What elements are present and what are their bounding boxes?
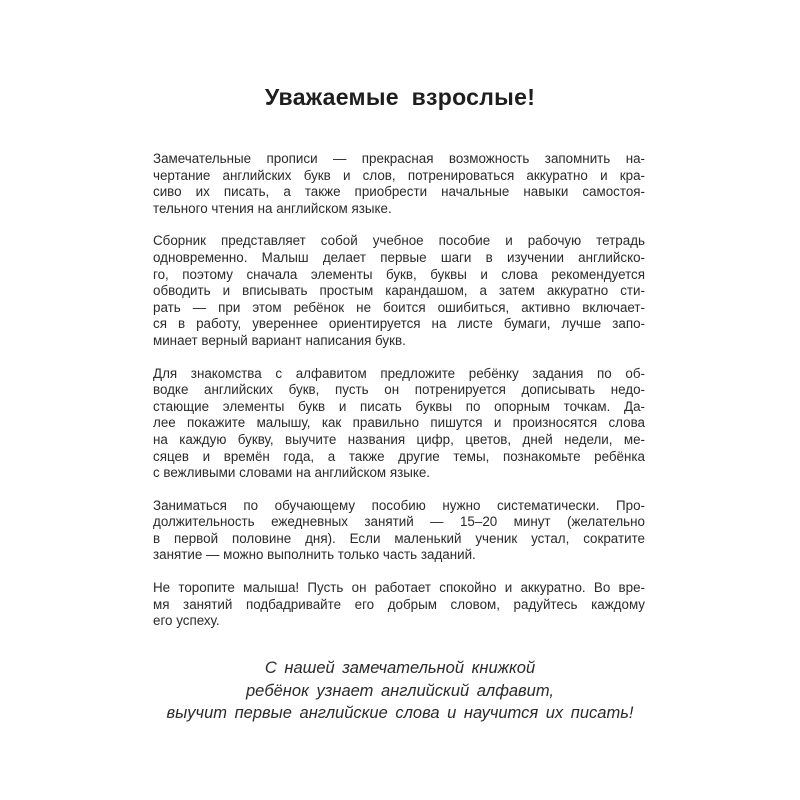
text-line: Замечательные прописи — прекрасная возможность запомнить на- xyxy=(153,151,645,166)
text-line: го, поэтому сначала элементы букв, буквы и слова рекомендуется xyxy=(153,266,645,282)
paragraph-collection xyxy=(153,233,645,349)
paragraph-alphabet xyxy=(153,366,645,482)
text-line: его успеху. xyxy=(153,613,220,629)
closing-line: ребёнок узнает английский алфавит, xyxy=(246,681,554,700)
text-line: минает верный вариант написания букв. xyxy=(153,332,406,348)
text-line: водке английских букв, пусть он потренируется дописывать недо- xyxy=(153,382,645,398)
text-line: на каждую букву, выучите названия цифр, цветов, дней недели, ме- xyxy=(153,431,645,447)
text-line: Сборник представляет собой учебное пособие и рабочую тетрадь xyxy=(153,233,645,249)
text-line: одновременно. Малыш делает первые шаги в изучении английско- xyxy=(153,249,645,265)
text-line: сиво их писать, а также приобрести начальные навыки самостоя- xyxy=(153,184,645,200)
text-line: тельного чтения на английском языке. xyxy=(153,200,392,216)
text-line: ся в работу, увереннее ориентируется на листе бумаги, лучше запо- xyxy=(153,316,645,332)
text-line: занятие — можно выполнить только часть заданий. xyxy=(153,547,476,563)
text-line: Для знакомства с алфавитом предложите ребёнку задания по об- xyxy=(153,365,645,381)
paragraph-encouragement xyxy=(153,580,645,630)
closing-line: выучит первые английские слова и научится их писать! xyxy=(166,704,634,722)
text-line: мя занятий подбадривайте его добрым словом, радуйтесь каждому xyxy=(153,596,645,612)
text-line: в первой половине дня). Если маленький ученик устал, сократите xyxy=(153,530,645,546)
body-text xyxy=(153,151,645,646)
text-line: с вежливыми словами на английском языке. xyxy=(153,465,431,481)
paragraph-schedule xyxy=(153,498,645,564)
text-line: обводить и вписывать простым карандашом, а затем аккуратно сти- xyxy=(153,283,645,299)
text-line: должительность ежедневных занятий — 15–20 минут (желательно xyxy=(153,514,645,530)
text-line: стающие элементы букв и писать буквы по опорным точкам. Да- xyxy=(153,398,645,414)
text-line: сяцев и времён года, а также другие темы, познакомьте ребёнка xyxy=(153,448,645,464)
text-line: Не торопите малыша! Пусть он работает спокойно и аккуратно. Во вре- xyxy=(153,580,645,596)
text-line: чертание английских букв и слов, потренироваться аккуратно и кра- xyxy=(153,167,645,183)
text-line: лее покажите малышу, как правильно пишутся и произносятся слова xyxy=(153,415,645,431)
closing-line: С нашей замечательной книжкой xyxy=(264,659,536,677)
closing-statement xyxy=(0,657,800,725)
text-line: Заниматься по обучающему пособию нужно систематически. Про- xyxy=(153,497,645,513)
page-title: Уважаемые взрослые! xyxy=(264,84,536,110)
paragraph-intro xyxy=(153,151,645,217)
text-line: рать — при этом ребёнок не боится ошибиться, активно включает- xyxy=(153,299,645,315)
